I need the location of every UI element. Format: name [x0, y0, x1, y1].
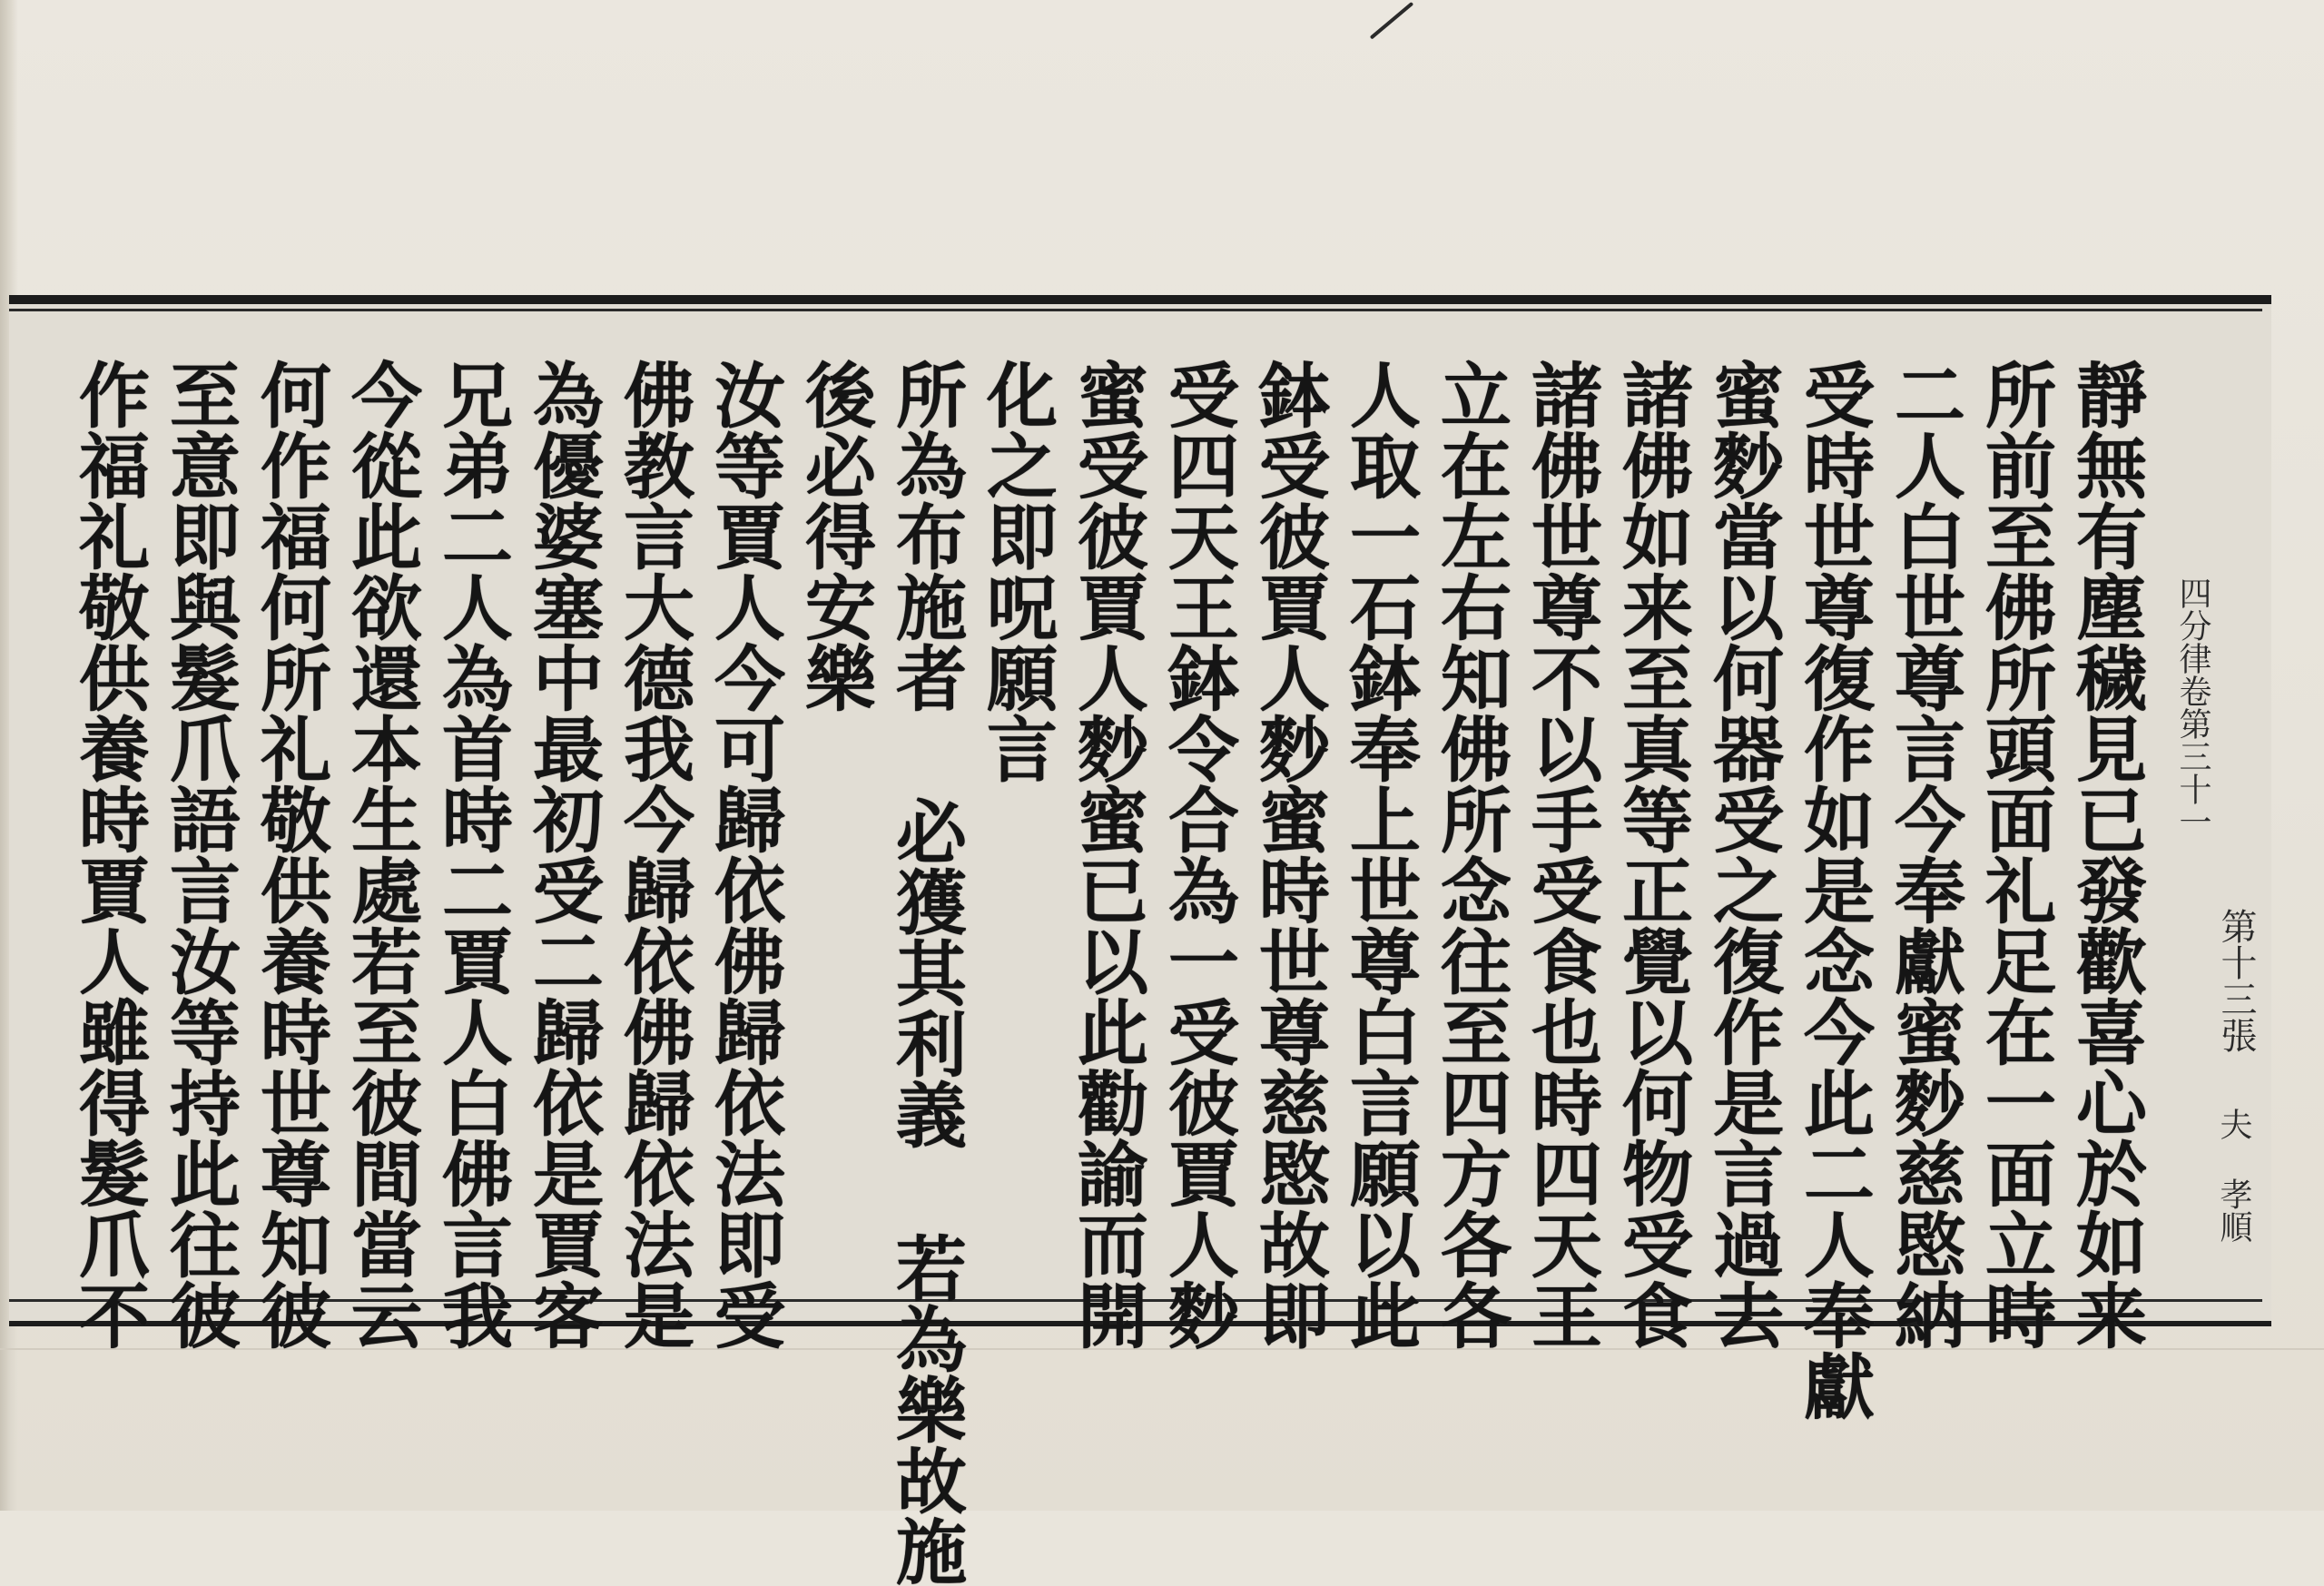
sheet-number-label: 第十三張 [2215, 908, 2257, 1053]
text-column: 化之即呪願言 [975, 359, 1058, 783]
text-column: 鉢受彼賈人麨蜜時世尊慈愍故即 [1247, 359, 1330, 1350]
text-column: 所為布施者 必獲其利義 若為樂故施 [884, 359, 967, 1586]
text-column: 佛教言大德我今歸依佛歸依法是 [612, 359, 694, 1350]
text-column: 所前至佛所頭面礼足在一面立時 [1974, 359, 2056, 1350]
text-column: 何作福何所礼敬供養時世尊知彼 [249, 359, 331, 1350]
text-column: 靜無有塵穢見已發歡喜心於如来 [2064, 359, 2147, 1350]
text-column: 汝等賈人今可歸依佛歸依法即受 [703, 359, 785, 1350]
text-column: 蜜受彼賈人麨蜜已以此勸諭而開 [1066, 359, 1148, 1350]
text-column: 至意即與髮爪語言汝等持此往彼 [158, 359, 241, 1350]
ink-stroke-mark [1370, 2, 1414, 40]
text-column: 立在左右知佛所念往至四方各各 [1429, 359, 1512, 1350]
text-column: 諸佛世尊不以手受食也時四天王 [1520, 359, 1602, 1350]
text-column: 受四天王鉢令合為一受彼賈人麨 [1157, 359, 1239, 1350]
text-column: 後必得安樂 [793, 359, 876, 713]
text-column: 作福礼敬供養時賈人雖得髮爪不 [67, 359, 150, 1350]
text-column: 受時世尊復作如是念今此二人奉獻 [1792, 359, 1875, 1421]
text-column: 蜜麨當以何器受之復作是言過去 [1701, 359, 1784, 1350]
carver-name-label: 夫 孝順 [2215, 1108, 2252, 1243]
text-column: 為優婆塞中最初受二歸依是賈客 [521, 359, 604, 1350]
text-column: 二人白世尊言今奉獻蜜麨慈愍納 [1883, 359, 1965, 1350]
text-column: 人取一石鉢奉上世尊白言願以此 [1338, 359, 1421, 1350]
volume-label: 四分律卷第三十一 [2174, 576, 2211, 838]
text-column: 諸佛如来至真等正覺以何物受食 [1610, 359, 1693, 1350]
text-column: 今從此欲還本生處若至彼間當云 [340, 359, 422, 1350]
text-column: 兄弟二人為首時二賈人白佛言我 [430, 359, 513, 1350]
